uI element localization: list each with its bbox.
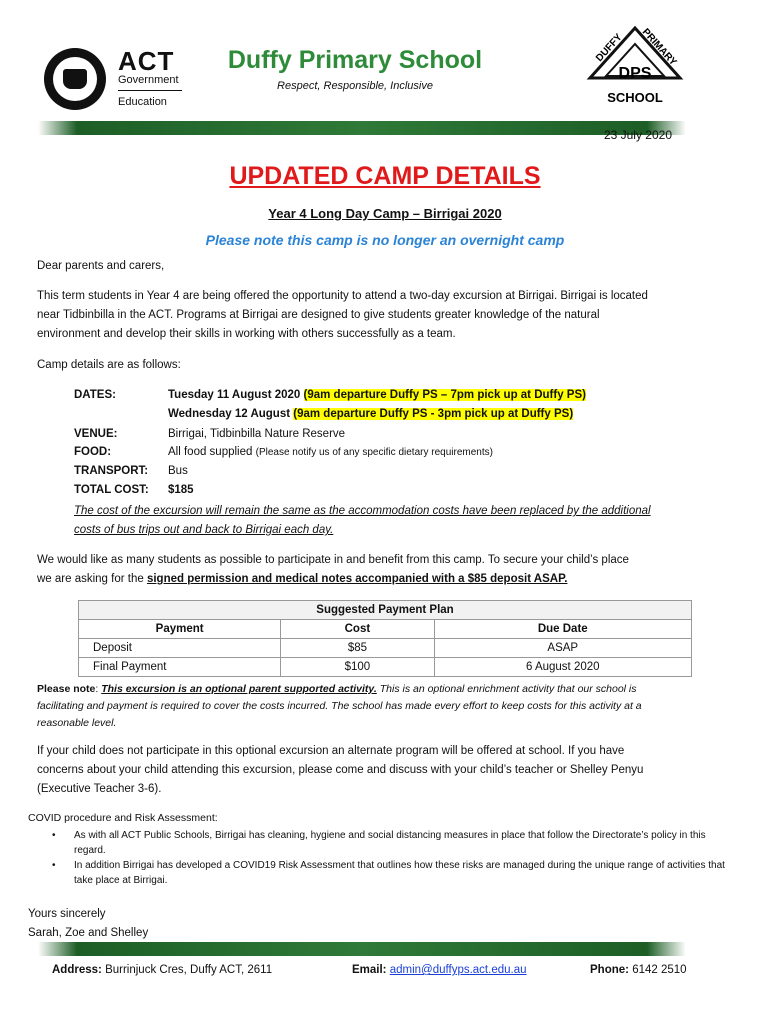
footer-address [52,964,272,976]
cost-value: $185 [168,484,194,496]
table-cell: $100 [281,658,434,677]
table-header-row [79,620,692,639]
phone-label: Phone: [590,964,629,976]
table-cell: 6 August 2020 [434,658,691,677]
table-row [79,639,692,658]
school-name: Duffy Primary School [227,46,483,74]
dates-label: DATES: [74,389,116,401]
logo-bottom-text: SCHOOL [607,90,663,105]
table-cell: Final Payment [79,658,281,677]
alternate-line: concerns about your child attending this excursion, please come and discuss with your child’s teacher or Shelley Penyu [37,764,644,776]
column-header: Payment [79,620,281,639]
footer-phone [590,964,687,976]
act-wordmark: ACT [118,46,175,76]
date-1-note: (9am departure Duffy PS – 7pm pick up at Duffy PS) [303,389,586,401]
note-text: This is an optional enrichment activity that our school is [376,683,637,695]
email-link[interactable]: admin@duffyps.act.edu.au [389,964,527,976]
table-row [79,658,692,677]
signatories: Sarah, Zoe and Shelley [28,927,149,939]
column-header: Cost [281,620,434,639]
overnight-notice: Please note this camp is no longer an overnight camp [205,232,565,248]
header-green-bar [38,121,686,135]
food-text: All food supplied [168,446,253,458]
participation-text: we are asking for the [37,573,147,585]
logo-top-text: DUFFY [594,31,625,65]
payment-plan-table [78,600,692,677]
duffy-school-logo [580,22,690,118]
note-label: Please note [37,683,96,695]
venue-value: Birrigai, Tidbinbilla Nature Reserve [168,428,346,440]
note-line: facilitating and payment is required to cover the costs incurred. The school has made every effort to keep costs for this activity at a [37,700,642,712]
table-cell: ASAP [434,639,691,658]
deposit-requirement: signed permission and medical notes accompanied with a $85 deposit ASAP. [146,573,568,585]
cost-note-line: The cost of the excursion will remain the same as the accommodation costs have been replaced by the additional [74,505,651,517]
act-crest-icon [44,48,106,110]
camp-subtitle: Year 4 Long Day Camp – Birrigai 2020 [268,206,502,221]
food-note: (Please notify us of any specific dietary requirements) [255,447,493,458]
venue-label: VENUE: [74,428,118,440]
act-government-logo [44,44,184,114]
address-label: Address: [52,964,102,976]
list-item: • In addition Birrigai has developed a COVID19 Risk Assessment that outlines how these risks are managed during the unique range of activities that take place at Birrigai. [46,858,736,888]
date-1: Tuesday 11 August 2020 [168,389,301,401]
address-value: Burrinjuck Cres, Duffy ACT, 2611 [105,964,273,976]
note-line: reasonable level. [37,717,117,729]
participation-line: We would like as many students as possible to participate in and benefit from this camp. To secure your child’s place [37,554,629,566]
dates-line-2 [168,408,573,420]
footer-green-bar [38,942,686,956]
logo-right-text: PRIMARY [639,26,679,69]
column-header: Due Date [434,620,691,639]
transport-label: TRANSPORT: [74,465,149,477]
food-label: FOOD: [74,446,112,458]
phone-value: 6142 2510 [632,964,687,976]
email-label: Email: [352,964,387,976]
details-intro: Camp details are as follows: [37,359,181,371]
act-government-label: Government [118,74,179,86]
intro-paragraph [37,287,747,344]
page-title: UPDATED CAMP DETAILS [229,162,541,190]
date-2: Wednesday 12 August [168,408,291,420]
alternate-line: If your child does not participate in this optional excursion an alternate program will be offered at school. If you have [37,745,625,757]
optional-activity-note [37,681,737,732]
alternate-program-paragraph [37,742,757,799]
act-education-label: Education [118,96,167,108]
intro-line: near Tidbinbilla in the ACT. Programs at Birrigai are designed to give students greater knowledge of the natural [37,309,600,321]
signoff [28,905,148,943]
table-cell: Deposit [79,639,281,658]
intro-line: environment and develop their skills in working with others successfully as a team. [37,328,456,340]
participation-paragraph [37,551,757,589]
participation-line [37,570,757,589]
food-value [168,446,493,458]
school-tagline: Respect, Responsible, Inclusive [277,80,433,92]
cost-note-line: costs of bus trips out and back to Birrigai each day. [74,524,334,536]
footer-email [352,964,527,976]
act-divider [118,90,182,91]
note-colon: : [95,683,102,695]
table-cell: $85 [281,639,434,658]
intro-line: This term students in Year 4 are being offered the opportunity to attend a two-day excursion at Birrigai. Birrigai is located [37,290,648,302]
cost-note [74,502,754,540]
note-line [37,681,737,698]
letter-date: 23 July 2020 [603,128,672,142]
dates-line-1 [168,389,586,401]
greeting: Dear parents and carers, [37,260,165,272]
transport-value: Bus [168,465,188,477]
logo-letters: DPS [618,65,652,82]
covid-list [46,828,736,888]
closing: Yours sincerely [28,908,106,920]
cost-label: TOTAL COST: [74,484,149,496]
date-2-note: (9am departure Duffy PS - 3pm pick up at Duffy PS) [293,408,574,420]
covid-heading: COVID procedure and Risk Assessment: [28,812,218,824]
note-emphasis: This excursion is an optional parent supported activity. [101,683,377,695]
list-item: • As with all ACT Public Schools, Birrigai has cleaning, hygiene and social distancing measures in place that follow the Directorate’s policy in this regard. [46,828,736,858]
table-title-row [79,601,692,620]
payment-plan-title: Suggested Payment Plan [79,601,692,620]
alternate-line: (Executive Teacher 3-6). [37,783,162,795]
